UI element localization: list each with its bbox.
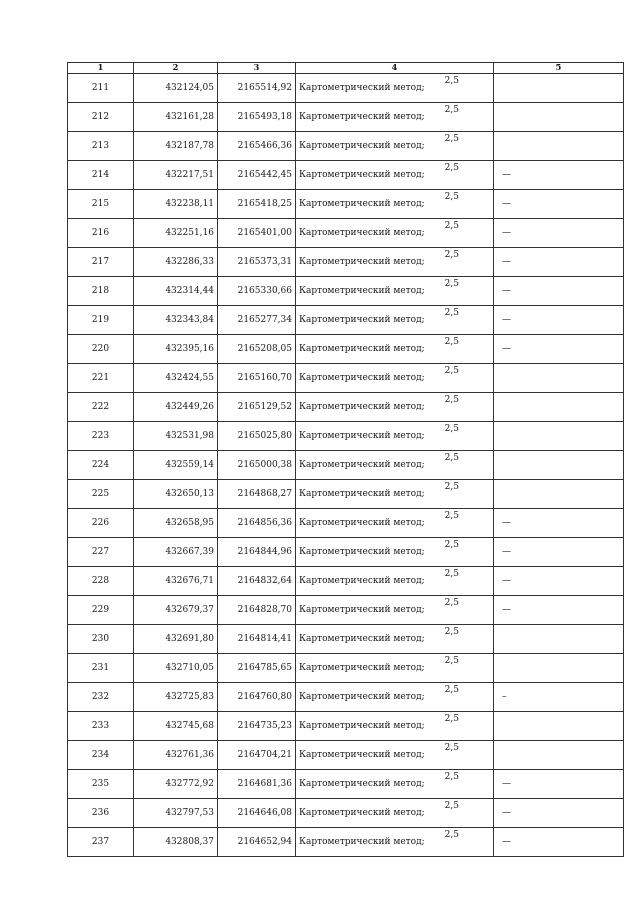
method-cell	[296, 335, 494, 364]
coord-x: 432286,33	[134, 248, 218, 277]
coordinates-table	[67, 62, 624, 857]
coord-x: 432667,39	[134, 538, 218, 567]
table-row	[68, 770, 624, 799]
column-header: 4	[296, 63, 494, 74]
coord-y: 2164681,36	[218, 770, 296, 799]
coord-y: 2165000,38	[218, 451, 296, 480]
accuracy-value: 2,5	[444, 366, 459, 376]
coord-x: 432449,26	[134, 393, 218, 422]
accuracy-value: 2,5	[444, 308, 459, 318]
table-row	[68, 799, 624, 828]
coord-y: 2165466,36	[218, 132, 296, 161]
coord-y: 2165373,31	[218, 248, 296, 277]
method-cell	[296, 103, 494, 132]
table-row	[68, 161, 624, 190]
coord-y: 2164856,36	[218, 509, 296, 538]
coord-x: 432187,78	[134, 132, 218, 161]
accuracy-value: 2,5	[444, 743, 459, 753]
note-cell	[494, 132, 624, 161]
note-cell: —	[494, 538, 624, 567]
coord-x: 432251,16	[134, 219, 218, 248]
accuracy-value: 2,5	[444, 395, 459, 405]
method-text: Картометрический метод;	[299, 517, 425, 528]
coord-x: 432314,44	[134, 277, 218, 306]
accuracy-value: 2,5	[444, 105, 459, 115]
accuracy-value: 2,5	[444, 163, 459, 173]
coord-x: 432725,83	[134, 683, 218, 712]
coord-y: 2165208,05	[218, 335, 296, 364]
method-text: Картометрический метод;	[299, 111, 425, 122]
point-number: 227	[68, 538, 134, 567]
method-cell	[296, 770, 494, 799]
accuracy-value: 2,5	[444, 830, 459, 840]
accuracy-value: 2,5	[444, 656, 459, 666]
method-text: Картометрический метод;	[299, 314, 425, 325]
coord-x: 432797,53	[134, 799, 218, 828]
accuracy-value: 2,5	[444, 627, 459, 637]
method-text: Картометрический метод;	[299, 198, 425, 209]
note-cell: –	[494, 683, 624, 712]
accuracy-value: 2,5	[444, 772, 459, 782]
method-cell	[296, 248, 494, 277]
point-number: 218	[68, 277, 134, 306]
accuracy-value: 2,5	[444, 511, 459, 521]
method-text: Картометрический метод;	[299, 401, 425, 412]
point-number: 228	[68, 567, 134, 596]
coord-x: 432559,14	[134, 451, 218, 480]
header-row	[68, 63, 624, 74]
table-row	[68, 190, 624, 219]
note-cell	[494, 364, 624, 393]
accuracy-value: 2,5	[444, 540, 459, 550]
method-cell	[296, 625, 494, 654]
method-text: Картометрический метод;	[299, 720, 425, 731]
point-number: 236	[68, 799, 134, 828]
method-text: Картометрический метод;	[299, 488, 425, 499]
method-text: Картометрический метод;	[299, 662, 425, 673]
point-number: 233	[68, 712, 134, 741]
point-number: 222	[68, 393, 134, 422]
coord-x: 432761,36	[134, 741, 218, 770]
method-cell	[296, 741, 494, 770]
point-number: 224	[68, 451, 134, 480]
accuracy-value: 2,5	[444, 250, 459, 260]
method-text: Картометрический метод;	[299, 372, 425, 383]
coord-x: 432679,37	[134, 596, 218, 625]
method-cell	[296, 306, 494, 335]
method-text: Картометрический метод;	[299, 778, 425, 789]
method-cell	[296, 364, 494, 393]
method-text: Картометрический метод;	[299, 633, 425, 644]
accuracy-value: 2,5	[444, 569, 459, 579]
column-header: 1	[68, 63, 134, 74]
table-row	[68, 509, 624, 538]
method-cell	[296, 828, 494, 857]
point-number: 217	[68, 248, 134, 277]
point-number: 232	[68, 683, 134, 712]
method-cell	[296, 799, 494, 828]
method-cell	[296, 596, 494, 625]
table-row	[68, 74, 624, 103]
coord-x: 432343,84	[134, 306, 218, 335]
coord-y: 2165160,70	[218, 364, 296, 393]
method-text: Картометрический метод;	[299, 546, 425, 557]
note-cell: —	[494, 799, 624, 828]
table-row	[68, 480, 624, 509]
column-header: 2	[134, 63, 218, 74]
coord-y: 2165277,34	[218, 306, 296, 335]
table-row	[68, 277, 624, 306]
point-number: 237	[68, 828, 134, 857]
accuracy-value: 2,5	[444, 76, 459, 86]
table-row	[68, 248, 624, 277]
method-text: Картометрический метод;	[299, 836, 425, 847]
accuracy-value: 2,5	[444, 453, 459, 463]
note-cell	[494, 625, 624, 654]
point-number: 215	[68, 190, 134, 219]
method-text: Картометрический метод;	[299, 575, 425, 586]
method-text: Картометрический метод;	[299, 285, 425, 296]
note-cell: —	[494, 306, 624, 335]
coord-y: 2165418,25	[218, 190, 296, 219]
column-header: 5	[494, 63, 624, 74]
column-header: 3	[218, 63, 296, 74]
method-text: Картометрический метод;	[299, 604, 425, 615]
coord-y: 2164704,21	[218, 741, 296, 770]
coord-x: 432124,05	[134, 74, 218, 103]
method-cell	[296, 132, 494, 161]
table-row	[68, 741, 624, 770]
note-cell	[494, 712, 624, 741]
point-number: 213	[68, 132, 134, 161]
coord-y: 2164785,65	[218, 654, 296, 683]
accuracy-value: 2,5	[444, 685, 459, 695]
method-text: Картометрический метод;	[299, 169, 425, 180]
method-text: Картометрический метод;	[299, 691, 425, 702]
table-row	[68, 132, 624, 161]
method-text: Картометрический метод;	[299, 807, 425, 818]
point-number: 225	[68, 480, 134, 509]
table-row	[68, 306, 624, 335]
coord-y: 2164652,94	[218, 828, 296, 857]
method-cell	[296, 422, 494, 451]
coord-x: 432424,55	[134, 364, 218, 393]
note-cell: —	[494, 596, 624, 625]
point-number: 220	[68, 335, 134, 364]
note-cell	[494, 103, 624, 132]
method-cell	[296, 161, 494, 190]
table-row	[68, 103, 624, 132]
note-cell: —	[494, 828, 624, 857]
table-row	[68, 654, 624, 683]
note-cell: —	[494, 509, 624, 538]
point-number: 230	[68, 625, 134, 654]
method-cell	[296, 219, 494, 248]
note-cell	[494, 480, 624, 509]
coord-y: 2165401,00	[218, 219, 296, 248]
coord-x: 432238,11	[134, 190, 218, 219]
method-cell	[296, 480, 494, 509]
coord-y: 2164735,23	[218, 712, 296, 741]
point-number: 229	[68, 596, 134, 625]
note-cell: —	[494, 770, 624, 799]
coord-y: 2165442,45	[218, 161, 296, 190]
method-text: Картометрический метод;	[299, 459, 425, 470]
point-number: 226	[68, 509, 134, 538]
coord-y: 2164814,41	[218, 625, 296, 654]
note-cell	[494, 422, 624, 451]
method-text: Картометрический метод;	[299, 256, 425, 267]
method-text: Картометрический метод;	[299, 82, 425, 93]
point-number: 235	[68, 770, 134, 799]
method-cell	[296, 538, 494, 567]
coord-y: 2164760,80	[218, 683, 296, 712]
table-row	[68, 683, 624, 712]
coord-x: 432691,80	[134, 625, 218, 654]
point-number: 211	[68, 74, 134, 103]
coord-x: 432531,98	[134, 422, 218, 451]
accuracy-value: 2,5	[444, 134, 459, 144]
point-number: 221	[68, 364, 134, 393]
method-text: Картометрический метод;	[299, 227, 425, 238]
accuracy-value: 2,5	[444, 714, 459, 724]
note-cell: —	[494, 567, 624, 596]
accuracy-value: 2,5	[444, 598, 459, 608]
method-text: Картометрический метод;	[299, 140, 425, 151]
coord-y: 2165330,66	[218, 277, 296, 306]
table-row	[68, 538, 624, 567]
coord-x: 432745,68	[134, 712, 218, 741]
accuracy-value: 2,5	[444, 801, 459, 811]
method-cell	[296, 509, 494, 538]
coord-y: 2165493,18	[218, 103, 296, 132]
note-cell	[494, 74, 624, 103]
note-cell	[494, 741, 624, 770]
table-row	[68, 219, 624, 248]
method-text: Картометрический метод;	[299, 430, 425, 441]
coord-x: 432772,92	[134, 770, 218, 799]
coord-x: 432161,28	[134, 103, 218, 132]
accuracy-value: 2,5	[444, 279, 459, 289]
method-cell	[296, 567, 494, 596]
table-row	[68, 625, 624, 654]
coord-y: 2165514,92	[218, 74, 296, 103]
coord-y: 2164868,27	[218, 480, 296, 509]
point-number: 216	[68, 219, 134, 248]
method-cell	[296, 451, 494, 480]
method-cell	[296, 277, 494, 306]
note-cell: —	[494, 219, 624, 248]
point-number: 214	[68, 161, 134, 190]
method-cell	[296, 654, 494, 683]
method-text: Картометрический метод;	[299, 749, 425, 760]
note-cell	[494, 393, 624, 422]
note-cell: —	[494, 190, 624, 219]
note-cell: —	[494, 335, 624, 364]
method-text: Картометрический метод;	[299, 343, 425, 354]
accuracy-value: 2,5	[444, 337, 459, 347]
point-number: 219	[68, 306, 134, 335]
table-row	[68, 828, 624, 857]
coord-x: 432395,16	[134, 335, 218, 364]
coord-x: 432710,05	[134, 654, 218, 683]
note-cell	[494, 451, 624, 480]
table-row	[68, 393, 624, 422]
table-row	[68, 712, 624, 741]
accuracy-value: 2,5	[444, 424, 459, 434]
coord-y: 2165025,80	[218, 422, 296, 451]
coord-x: 432676,71	[134, 567, 218, 596]
coord-x: 432658,95	[134, 509, 218, 538]
note-cell: —	[494, 248, 624, 277]
point-number: 231	[68, 654, 134, 683]
table-row	[68, 422, 624, 451]
coord-x: 432217,51	[134, 161, 218, 190]
note-cell	[494, 654, 624, 683]
point-number: 212	[68, 103, 134, 132]
table-row	[68, 364, 624, 393]
accuracy-value: 2,5	[444, 221, 459, 231]
table-row	[68, 567, 624, 596]
coord-y: 2165129,52	[218, 393, 296, 422]
point-number: 234	[68, 741, 134, 770]
accuracy-value: 2,5	[444, 192, 459, 202]
point-number: 223	[68, 422, 134, 451]
method-cell	[296, 74, 494, 103]
table-row	[68, 451, 624, 480]
note-cell: —	[494, 277, 624, 306]
coord-y: 2164844,96	[218, 538, 296, 567]
method-cell	[296, 190, 494, 219]
coord-x: 432808,37	[134, 828, 218, 857]
method-cell	[296, 393, 494, 422]
table-row	[68, 596, 624, 625]
coord-y: 2164832,64	[218, 567, 296, 596]
method-cell	[296, 683, 494, 712]
method-cell	[296, 712, 494, 741]
coord-x: 432650,13	[134, 480, 218, 509]
note-cell: —	[494, 161, 624, 190]
coord-y: 2164828,70	[218, 596, 296, 625]
coord-y: 2164646,08	[218, 799, 296, 828]
accuracy-value: 2,5	[444, 482, 459, 492]
table-row	[68, 335, 624, 364]
